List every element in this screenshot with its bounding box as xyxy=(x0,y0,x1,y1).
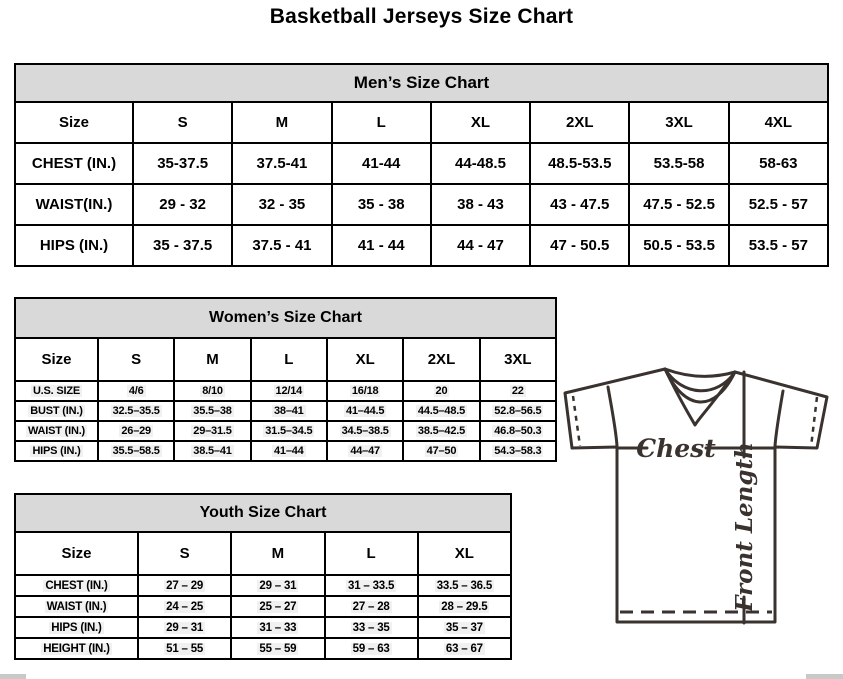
cell: 24 – 25 xyxy=(138,596,231,617)
cell: 44 - 47 xyxy=(431,225,530,266)
cell: 12/14 xyxy=(251,381,327,401)
cell: 44–47 xyxy=(327,441,403,461)
cell: 46.8–50.3 xyxy=(480,421,556,441)
cell: 38.5–42.5 xyxy=(403,421,479,441)
col-header: S xyxy=(138,532,231,575)
cell: 29 – 31 xyxy=(138,617,231,638)
cell: 4/6 xyxy=(98,381,174,401)
cell: 41-44 xyxy=(332,143,431,184)
cell: 53.5 - 57 xyxy=(729,225,828,266)
cell: 35-37.5 xyxy=(133,143,232,184)
cell: 31 – 33 xyxy=(231,617,324,638)
womens-chart-title: Women’s Size Chart xyxy=(15,298,556,338)
cell: 29 - 32 xyxy=(133,184,232,225)
cell: 52.5 - 57 xyxy=(729,184,828,225)
cell: 35 - 37.5 xyxy=(133,225,232,266)
cell: 35.5–38 xyxy=(174,401,250,421)
cell: 32 - 35 xyxy=(232,184,331,225)
col-header: Size xyxy=(15,102,133,143)
cell: 28 – 29.5 xyxy=(418,596,511,617)
cell: 58-63 xyxy=(729,143,828,184)
front-length-label: Front Length xyxy=(731,442,758,612)
cell: 50.5 - 53.5 xyxy=(629,225,728,266)
cell: 38–41 xyxy=(251,401,327,421)
cell: 34.5–38.5 xyxy=(327,421,403,441)
col-header: 2XL xyxy=(530,102,629,143)
cell: 47 - 50.5 xyxy=(530,225,629,266)
table-row xyxy=(15,596,511,617)
row-label: HIPS (IN.) xyxy=(15,225,133,266)
col-header: XL xyxy=(327,338,403,381)
table-row xyxy=(15,225,828,266)
cell: 55 – 59 xyxy=(231,638,324,659)
cell: 31 – 33.5 xyxy=(325,575,418,596)
row-label: WAIST (IN.) xyxy=(15,421,98,441)
row-label: WAIST(IN.) xyxy=(15,184,133,225)
row-label: WAIST (IN.) xyxy=(15,596,138,617)
cell: 41–44 xyxy=(251,441,327,461)
table-row xyxy=(15,421,556,441)
cell: 27 – 29 xyxy=(138,575,231,596)
cell: 43 - 47.5 xyxy=(530,184,629,225)
cell: 41 - 44 xyxy=(332,225,431,266)
cell: 54.3–58.3 xyxy=(480,441,556,461)
jersey-body-outline xyxy=(565,369,827,622)
col-header: Size xyxy=(15,532,138,575)
cutoff-element-bottom-right xyxy=(806,674,843,679)
cell: 51 – 55 xyxy=(138,638,231,659)
col-header: L xyxy=(325,532,418,575)
cell: 37.5-41 xyxy=(232,143,331,184)
col-header: Size xyxy=(15,338,98,381)
cell: 27 – 28 xyxy=(325,596,418,617)
col-header: M xyxy=(232,102,331,143)
table-row xyxy=(15,381,556,401)
cell: 29 – 31 xyxy=(231,575,324,596)
womens-size-chart-table xyxy=(14,297,557,462)
col-header: XL xyxy=(431,102,530,143)
cell: 35.5–58.5 xyxy=(98,441,174,461)
table-row xyxy=(15,184,828,225)
col-header: 2XL xyxy=(403,338,479,381)
cell: 32.5–35.5 xyxy=(98,401,174,421)
cell: 47.5 - 52.5 xyxy=(629,184,728,225)
table-row xyxy=(15,441,556,461)
row-label: CHEST (IN.) xyxy=(15,575,138,596)
col-header: 4XL xyxy=(729,102,828,143)
jersey-measurement-diagram xyxy=(545,340,843,679)
cell: 8/10 xyxy=(174,381,250,401)
cell: 38.5–41 xyxy=(174,441,250,461)
cell: 29–31.5 xyxy=(174,421,250,441)
youth-chart-title: Youth Size Chart xyxy=(15,494,511,532)
row-label: BUST (IN.) xyxy=(15,401,98,421)
cell: 26–29 xyxy=(98,421,174,441)
cell: 44.5–48.5 xyxy=(403,401,479,421)
table-row xyxy=(15,575,511,596)
col-header: XL xyxy=(418,532,511,575)
row-label: U.S. SIZE xyxy=(15,381,98,401)
youth-size-chart-table xyxy=(14,493,512,660)
col-header: M xyxy=(174,338,250,381)
table-row xyxy=(15,638,511,659)
mens-chart-title: Men’s Size Chart xyxy=(15,64,828,102)
col-header: L xyxy=(332,102,431,143)
cell: 53.5-58 xyxy=(629,143,728,184)
cell: 35 – 37 xyxy=(418,617,511,638)
cell: 16/18 xyxy=(327,381,403,401)
cell: 33 – 35 xyxy=(325,617,418,638)
cell: 37.5 - 41 xyxy=(232,225,331,266)
col-header: S xyxy=(133,102,232,143)
row-label: HIPS (IN.) xyxy=(15,441,98,461)
page-title: Basketball Jerseys Size Chart xyxy=(269,5,574,28)
col-header: 3XL xyxy=(480,338,556,381)
cell: 31.5–34.5 xyxy=(251,421,327,441)
cell: 44-48.5 xyxy=(431,143,530,184)
cell: 63 – 67 xyxy=(418,638,511,659)
row-label: HIPS (IN.) xyxy=(15,617,138,638)
table-row xyxy=(15,617,511,638)
cell: 52.8–56.5 xyxy=(480,401,556,421)
cutoff-element-bottom-left xyxy=(0,674,26,679)
cell: 25 – 27 xyxy=(231,596,324,617)
cell: 38 - 43 xyxy=(431,184,530,225)
col-header: S xyxy=(98,338,174,381)
cell: 47–50 xyxy=(403,441,479,461)
cell: 20 xyxy=(403,381,479,401)
col-header: L xyxy=(251,338,327,381)
row-label: CHEST (IN.) xyxy=(15,143,133,184)
chest-label: Chest xyxy=(636,434,716,463)
cell: 59 – 63 xyxy=(325,638,418,659)
cell: 22 xyxy=(480,381,556,401)
mens-size-chart-table xyxy=(14,63,829,267)
table-row xyxy=(15,401,556,421)
row-label: HEIGHT (IN.) xyxy=(15,638,138,659)
cell: 41–44.5 xyxy=(327,401,403,421)
col-header: 3XL xyxy=(629,102,728,143)
col-header: M xyxy=(231,532,324,575)
cell: 48.5-53.5 xyxy=(530,143,629,184)
cell: 33.5 – 36.5 xyxy=(418,575,511,596)
table-row xyxy=(15,143,828,184)
cell: 35 - 38 xyxy=(332,184,431,225)
